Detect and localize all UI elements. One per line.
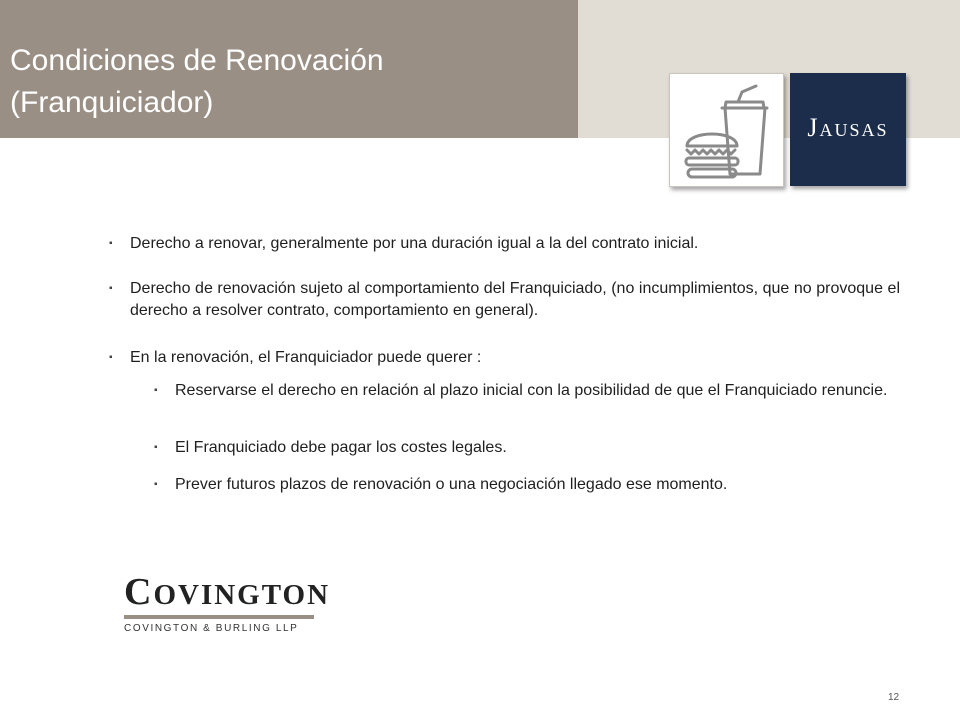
jausas-logo-rest: AUSAS [819, 120, 889, 140]
title-line-2: (Franquiciador) [10, 86, 214, 119]
covington-initial: C [124, 571, 154, 613]
bullet-marker-icon: ▪ [154, 442, 158, 453]
page-title [10, 40, 384, 124]
bullet-marker-icon: ▪ [109, 352, 113, 363]
sub-bullet-item [154, 380, 902, 402]
bullet-marker-icon: ▪ [109, 238, 113, 249]
bullet-text: Derecho a renovar, generalmente por una duración igual a la del contrato inicial. [130, 235, 699, 252]
jausas-logo [790, 73, 906, 186]
sub-bullet-text: El Franquiciado debe pagar los costes legales. [175, 439, 507, 456]
covington-rest: OVINGTON [153, 579, 331, 611]
food-logo-tile [669, 73, 784, 187]
bullet-item [109, 233, 900, 255]
bullet-marker-icon: ▪ [109, 283, 113, 294]
jausas-logo-initial: J [807, 113, 820, 142]
title-block [0, 0, 578, 138]
covington-rule [124, 615, 314, 619]
covington-subtitle: COVINGTON & BURLING LLP [124, 623, 299, 634]
jausas-logo-text [790, 113, 906, 143]
burger-drink-icon [670, 74, 783, 186]
sub-bullet-item [154, 437, 902, 459]
sub-bullet-item [154, 474, 902, 496]
covington-wordmark [124, 571, 331, 613]
bullet-text: Derecho de renovación sujeto al comportamiento del Franquiciado, (no incumplimientos, que no provoque el derecho a resolver contrato, comportamiento en general). [130, 280, 900, 319]
bullet-item [109, 278, 900, 322]
sub-bullet-text: Prever futuros plazos de renovación o una negociación llegado ese momento. [175, 476, 728, 493]
title-line-1: Condiciones de Renovación [10, 44, 384, 77]
page-number: 12 [888, 692, 900, 703]
bullet-item [109, 347, 900, 369]
bullet-text: En la renovación, el Franquiciador puede querer : [130, 349, 482, 366]
sub-bullet-text: Reservarse el derecho en relación al plazo inicial con la posibilidad de que el Franquiciado renuncie. [175, 382, 888, 399]
covington-logo [124, 571, 331, 637]
bullet-marker-icon: ▪ [154, 479, 158, 490]
bullet-marker-icon: ▪ [154, 385, 158, 396]
